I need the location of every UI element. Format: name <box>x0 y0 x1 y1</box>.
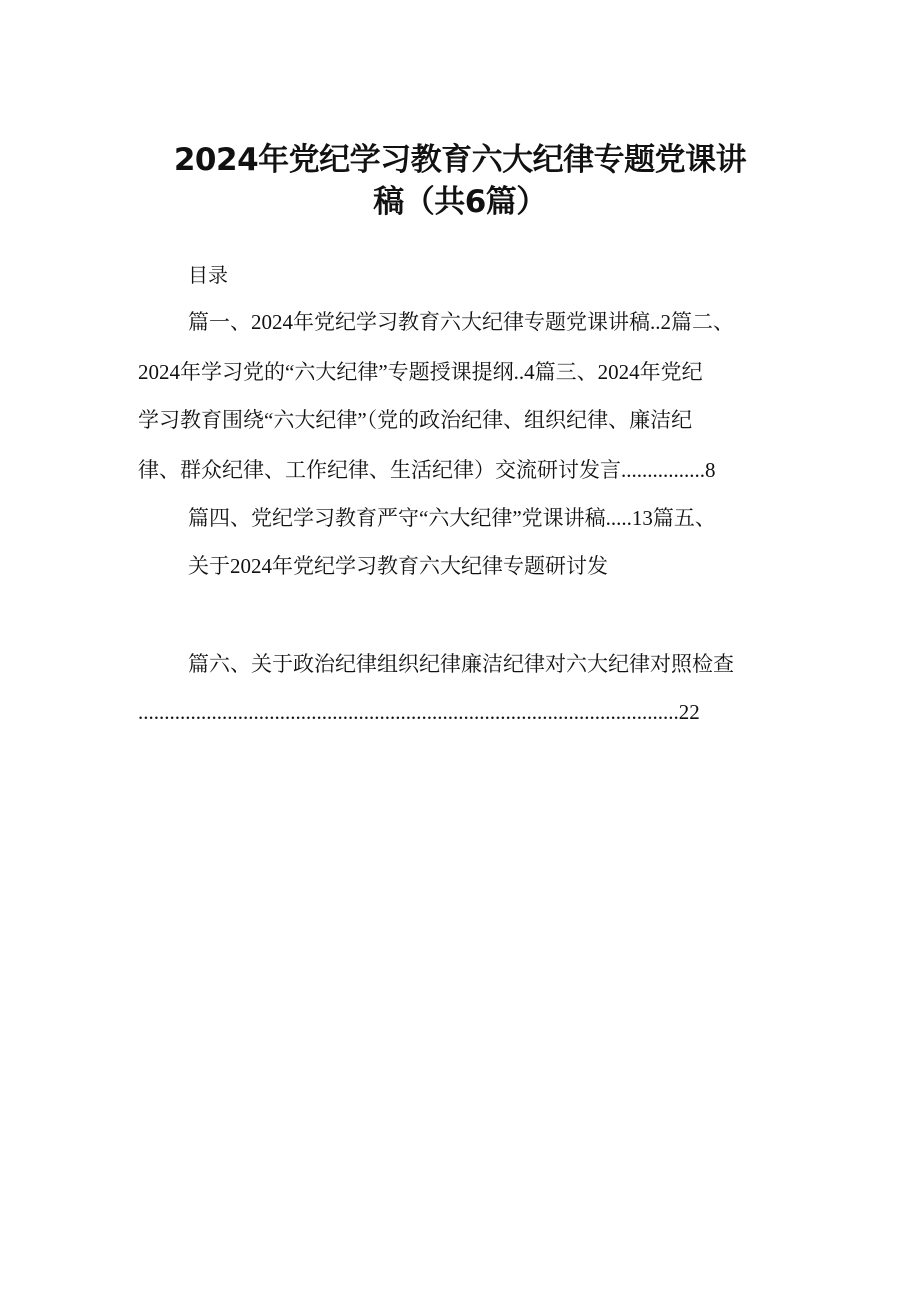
toc-line-6: 关于2024年党纪学习教育六大纪律专题研讨发 <box>188 554 608 578</box>
document-title-line-1: 2024年党纪学习教育六大纪律专题党课讲 <box>173 142 747 178</box>
toc-line-7: 篇六、关于政治纪律组织纪律廉洁纪律对六大纪律对照检查 <box>188 652 734 676</box>
document-title-line-2: 稿（共6篇） <box>373 184 547 220</box>
toc-line-1: 篇一、2024年党纪学习教育六大纪律专题党课讲稿..2篇二、 <box>188 310 734 334</box>
toc-line-8: .......................................................................................................22 <box>138 700 700 724</box>
toc-line-2: 2024年学习党的“六大纪律”专题授课提纲..4篇三、2024年党纪 <box>138 360 703 384</box>
toc-line-5: 篇四、党纪学习教育严守“六大纪律”党课讲稿.....13篇五、 <box>188 506 716 530</box>
toc-line-3: 学习教育围绕“六大纪律”（党的政治纪律、组织纪律、廉洁纪 <box>138 408 693 432</box>
toc-heading: 目录 <box>188 263 228 287</box>
toc-line-4: 律、群众纪律、工作纪律、生活纪律）交流研讨发言................8 <box>138 458 716 482</box>
